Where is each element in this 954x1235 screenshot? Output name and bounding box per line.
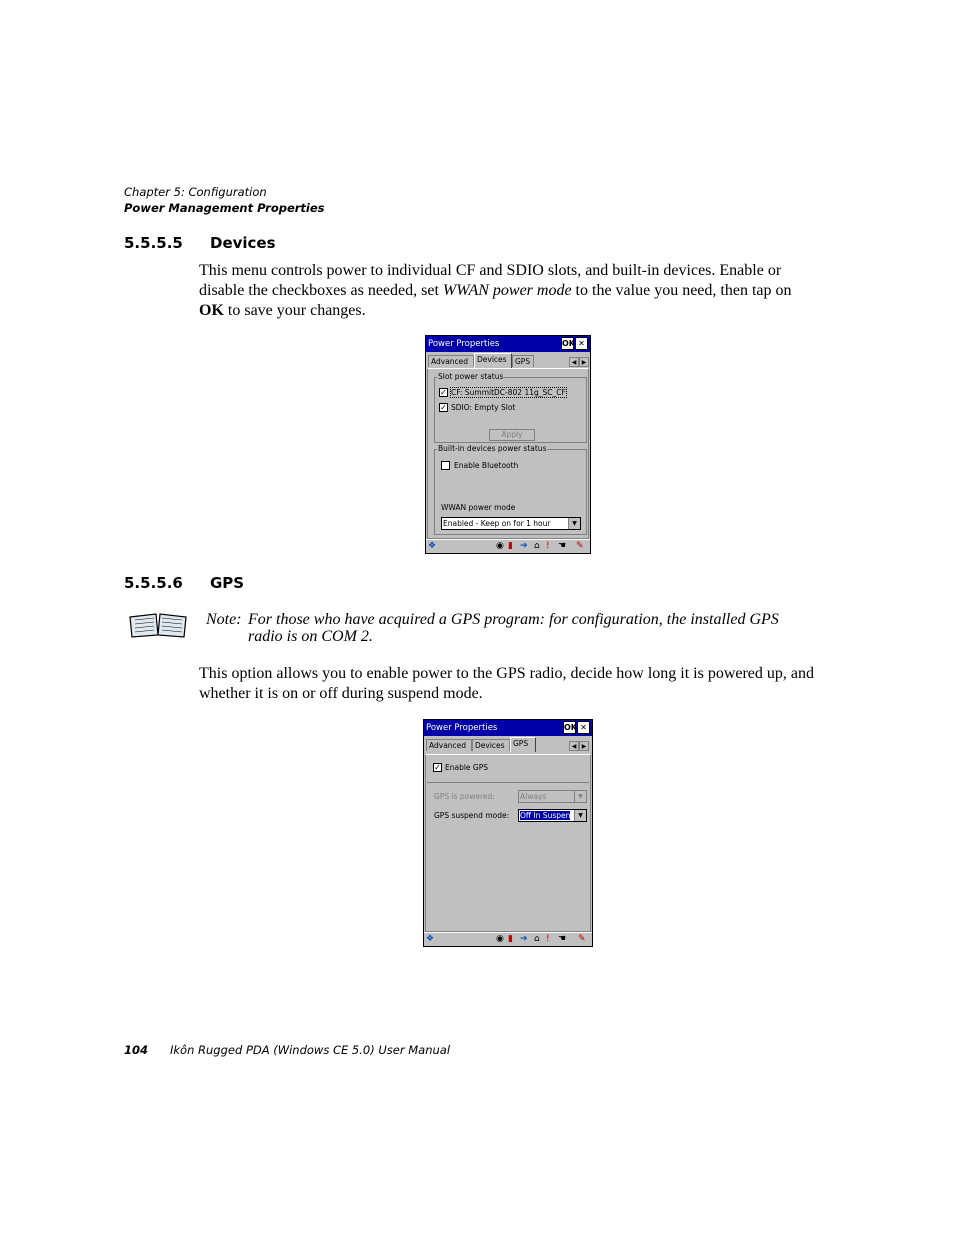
title-bar (424, 720, 592, 736)
sdio-slot-label: SDIO: Empty Slot (451, 403, 516, 412)
gps-suspend-select[interactable] (518, 809, 587, 822)
ok-button[interactable]: OK (562, 339, 575, 348)
battery-icon[interactable]: ▮ (508, 934, 513, 944)
windows-start-icon[interactable]: ❖ (426, 934, 435, 944)
devices-screenshot (425, 335, 591, 554)
ok-button[interactable]: OK (564, 723, 577, 732)
bluetooth-label: Enable Bluetooth (454, 461, 519, 470)
chevron-down-icon: ▼ (574, 810, 586, 821)
gps-paragraph: This option allows you to enable power to the GPS radio, decide how long it is powered up, and whether it is on or off during suspend mode. (199, 665, 815, 702)
tab-scroll-right-icon[interactable]: ▶ (579, 357, 589, 367)
hand-icon[interactable]: ☚ (558, 541, 567, 551)
gps-powered-label: GPS is powered: (434, 792, 495, 801)
enable-gps-label: Enable GPS (445, 763, 489, 772)
separator (427, 782, 589, 783)
taskbar (426, 539, 590, 553)
lock-icon[interactable]: ⌂ (534, 541, 540, 551)
connection-icon[interactable]: ➔ (520, 934, 528, 944)
gps-powered-select[interactable] (518, 790, 587, 803)
pen-icon[interactable]: ✎ (578, 934, 586, 944)
slot-power-group (434, 372, 587, 443)
battery-icon[interactable]: ▮ (508, 541, 513, 551)
book-icon (128, 611, 188, 639)
close-button[interactable]: ✕ (577, 721, 590, 734)
builtin-devices-group (434, 444, 587, 535)
network-icon[interactable]: ◉ (496, 541, 504, 551)
sdio-slot-checkbox[interactable]: ✓ (440, 403, 447, 412)
gps-screenshot (423, 719, 593, 947)
tab-gps[interactable]: GPS (512, 355, 534, 367)
tab-scroll-left-icon[interactable]: ◀ (569, 741, 579, 751)
cf-slot-checkbox[interactable]: ✓ (440, 388, 447, 397)
window-title: Power Properties (428, 339, 500, 349)
taskbar (424, 932, 592, 946)
note-label: Note: (206, 611, 242, 628)
cf-slot-label: CF: SummitDC-802 11g_SC_CF (451, 388, 566, 397)
bluetooth-checkbox[interactable] (441, 461, 450, 470)
slot-power-label: Slot power status (438, 372, 504, 381)
section-number-devices: 5.5.5.5 (124, 234, 183, 252)
tab-scroll-left-icon[interactable]: ◀ (569, 357, 579, 367)
section-title-gps: GPS (210, 574, 245, 592)
note-text: For those who have acquired a GPS program: for configuration, the installed GPS radio is on COM 2. (248, 611, 779, 645)
wwan-label: WWAN power mode (441, 503, 516, 512)
title-bar (426, 336, 590, 352)
connection-icon[interactable]: ➔ (520, 541, 528, 551)
lock-icon[interactable]: ⌂ (534, 934, 540, 944)
window-title: Power Properties (426, 723, 498, 733)
pen-icon[interactable]: ✎ (576, 541, 584, 551)
tab-devices[interactable]: Devices (474, 353, 512, 368)
gps-note (206, 611, 816, 645)
tab-devices[interactable]: Devices (472, 739, 510, 751)
close-button[interactable]: ✕ (575, 337, 588, 350)
manual-title: Ikôn Rugged PDA (Windows CE 5.0) User Manual (170, 1043, 451, 1057)
devices-page (427, 368, 589, 539)
section-title-devices: Devices (210, 234, 276, 252)
gps-suspend-value: Off In Suspen (520, 811, 571, 820)
chevron-down-icon: ▼ (568, 518, 580, 529)
devices-paragraph: This menu controls power to individual CF and SDIO slots, and built-in devices. Enable or disable the checkboxes as needed, set WWAN power mode to the value you need, then tap on OK to save your changes. (199, 262, 792, 319)
tab-advanced[interactable]: Advanced (428, 355, 474, 367)
warning-icon[interactable]: ! (546, 541, 550, 551)
warning-icon[interactable]: ! (546, 934, 550, 944)
wwan-value: Enabled - Keep on for 1 hour (443, 519, 551, 528)
tab-gps[interactable]: GPS (510, 737, 536, 752)
windows-start-icon[interactable]: ❖ (428, 541, 437, 551)
tab-scroll-right-icon[interactable]: ▶ (579, 741, 589, 751)
gps-suspend-label: GPS suspend mode: (434, 811, 510, 820)
section-header: Power Management Properties (124, 201, 325, 215)
hand-icon[interactable]: ☚ (558, 934, 567, 944)
enable-gps-checkbox[interactable]: ✓ (434, 763, 441, 772)
chevron-down-icon: ▼ (574, 791, 586, 802)
gps-page (425, 754, 591, 932)
gps-powered-value: Always (520, 792, 547, 801)
tab-advanced[interactable]: Advanced (426, 739, 472, 751)
wwan-power-mode-select[interactable] (441, 517, 581, 530)
section-number-gps: 5.5.5.6 (124, 574, 183, 592)
chapter-header: Chapter 5: Configuration (124, 185, 267, 199)
apply-button[interactable]: Apply (489, 429, 535, 441)
builtin-devices-label: Built-in devices power status (438, 444, 547, 453)
page-number: 104 (124, 1043, 149, 1057)
network-icon[interactable]: ◉ (496, 934, 504, 944)
